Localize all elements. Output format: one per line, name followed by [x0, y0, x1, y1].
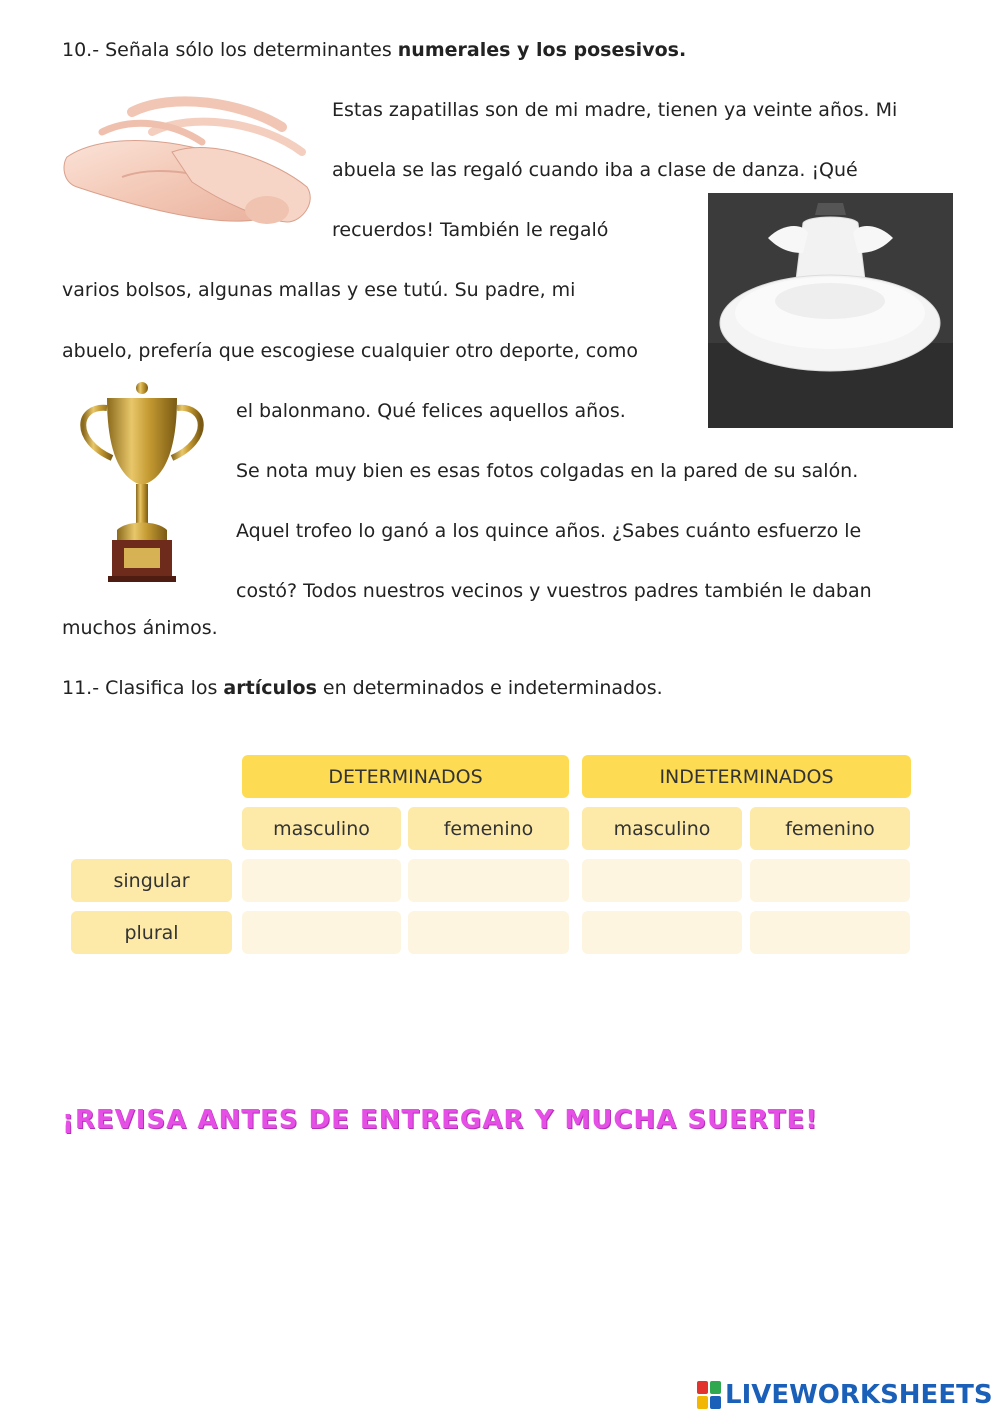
answer-singular-indet-femenino[interactable]	[750, 859, 910, 902]
table-row-label-singular: singular	[71, 859, 232, 902]
paragraph-line-1: Estas zapatillas son de mi madre, tienen ya veinte años. Mi	[332, 99, 898, 121]
answer-singular-det-masculino[interactable]	[242, 859, 401, 902]
exercise-10-prefix: 10.- Señala sólo los determinantes	[62, 39, 398, 61]
paragraph-line-10: muchos ánimos.	[62, 617, 218, 639]
answer-plural-det-femenino[interactable]	[408, 911, 569, 954]
exercise-11-bold: artículos	[223, 677, 317, 699]
paragraph-line-5: abuelo, prefería que escogiese cualquier otro deporte, como	[62, 340, 638, 362]
table-subheader-masculino-indet: masculino	[582, 807, 742, 850]
exercise-11-prefix: 11.- Clasifica los	[62, 677, 224, 699]
paragraph-line-9: costó? Todos nuestros vecinos y vuestros padres también le daban	[236, 580, 872, 602]
paragraph-line-6: el balonmano. Qué felices aquellos años.	[236, 400, 626, 422]
good-luck-slogan: ¡REVISA ANTES DE ENTREGAR Y MUCHA SUERTE!	[62, 1105, 819, 1135]
answer-plural-indet-masculino[interactable]	[582, 911, 742, 954]
liveworksheets-logo	[697, 1378, 993, 1412]
table-header-determinados: DETERMINADOS	[242, 755, 569, 798]
paragraph-line-4: varios bolsos, algunas mallas y ese tutú. Su padre, mi	[62, 279, 576, 301]
answer-singular-det-femenino[interactable]	[408, 859, 569, 902]
liveworksheets-logo-text: LIVEWORKSHEETS	[725, 1380, 993, 1410]
tutu-image	[708, 193, 953, 428]
answer-plural-indet-femenino[interactable]	[750, 911, 910, 954]
paragraph-line-7: Se nota muy bien es esas fotos colgadas en la pared de su salón.	[236, 460, 859, 482]
paragraph-line-2: abuela se las regaló cuando iba a clase de danza. ¡Qué	[332, 159, 858, 181]
ballet-shoes-image	[62, 92, 317, 242]
table-subheader-femenino-det: femenino	[408, 807, 569, 850]
table-subheader-femenino-indet: femenino	[750, 807, 910, 850]
exercise-10-bold: numerales y los posesivos.	[397, 39, 687, 61]
answer-singular-indet-masculino[interactable]	[582, 859, 742, 902]
exercise-11-instruction	[62, 676, 663, 700]
liveworksheets-logo-icon	[697, 1381, 721, 1409]
paragraph-line-8: Aquel trofeo lo ganó a los quince años. ¿Sabes cuánto esfuerzo le	[236, 520, 862, 542]
exercise-11-suffix: en determinados e indeterminados.	[316, 677, 663, 699]
trophy-image	[72, 380, 212, 585]
exercise-10-instruction	[62, 38, 686, 62]
answer-plural-det-masculino[interactable]	[242, 911, 401, 954]
table-subheader-masculino-det: masculino	[242, 807, 401, 850]
table-header-indeterminados: INDETERMINADOS	[582, 755, 911, 798]
paragraph-line-3: recuerdos! También le regaló	[332, 219, 609, 241]
table-row-label-plural: plural	[71, 911, 232, 954]
